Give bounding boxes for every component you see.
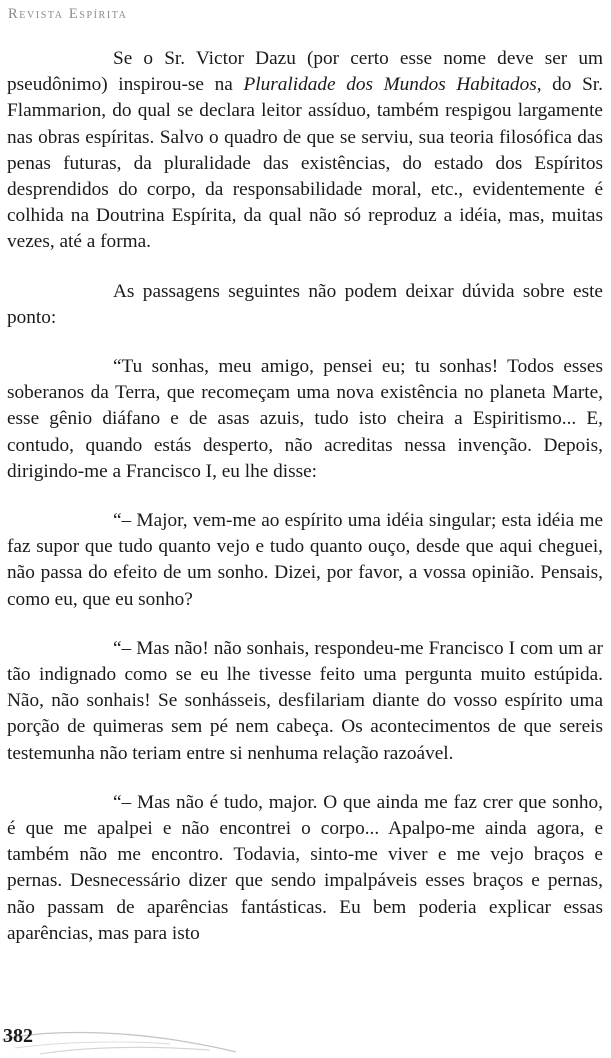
book-title: Pluralidade dos Mundos Habitados	[243, 74, 537, 96]
paragraph-text: , do Sr. Flammarion, do qual se declara leitor assíduo, também respigou largamente nas obras espíritas. Salvo o quadro de que se serviu, sua teoria filosófica das penas futuras, da pluralidade das existências, do estado dos Espíritos desprendidos do corpo, da responsabilidade moral, etc., evidentemente é colhida na Doutrina Espírita, da qual não só reproduz a idéia, mas, muitas vezes, até a forma.	[7, 74, 603, 253]
paragraph	[7, 46, 603, 256]
quoted-paragraph: “– Mas não! não sonhais, respondeu-me Francisco I com um ar tão indignado como se eu lhe tivesse feito uma pergunta muito estúpida. Não, não sonhais! Se sonhásseis, desfilariam diante do vosso espírito uma porção de quimeras sem pé nem cabeça. Os acontecimentos de que sereis testemunha não teriam entre si nenhuma relação razoável.	[7, 637, 603, 764]
body-text	[7, 46, 603, 970]
quoted-paragraph: “Tu sonhas, meu amigo, pensei eu; tu sonhas! Todos esses soberanos da Terra, que recomeçam uma nova existência no planeta Marte, esse gênio diáfano e de asas azuis, tudo isto cheira a Espiritismo... E, contudo, quando estás desperto, não acreditas nessa invenção. Depois, dirigindo-me a Francisco I, eu lhe disse:	[7, 356, 603, 482]
running-head: Revista Espírita	[8, 6, 128, 22]
page-number: 382	[3, 1025, 33, 1047]
decorative-swoosh	[0, 1026, 240, 1058]
quoted-paragraph: “– Major, vem-me ao espírito uma idéia singular; esta idéia me faz supor que tudo quanto vejo e tudo quanto ouço, desde que aqui cheguei, não passa do efeito de um sonho. Dizei, por favor, a vossa opinião. Pensais, como eu, que eu sonho?	[7, 510, 603, 610]
paragraph: As passagens seguintes não podem deixar dúvida sobre este ponto:	[7, 280, 603, 328]
quoted-paragraph: “– Mas não é tudo, major. O que ainda me faz crer que sonho, é que me apalpei e não encontrei o corpo... Apalpo-me ainda agora, e também não me encontro. Todavia, sinto-me viver e me vejo braços e pernas. Desnecessário dizer que sendo impalpáveis esses braços e pernas, não passam de aparências fantásticas. Eu bem poderia explicar essas aparências, mas para isto	[7, 791, 603, 944]
paragraph-text: Se o Sr. Victor Dazu (por certo esse nome deve ser um pseudônimo) inspirou-se na	[7, 48, 603, 96]
